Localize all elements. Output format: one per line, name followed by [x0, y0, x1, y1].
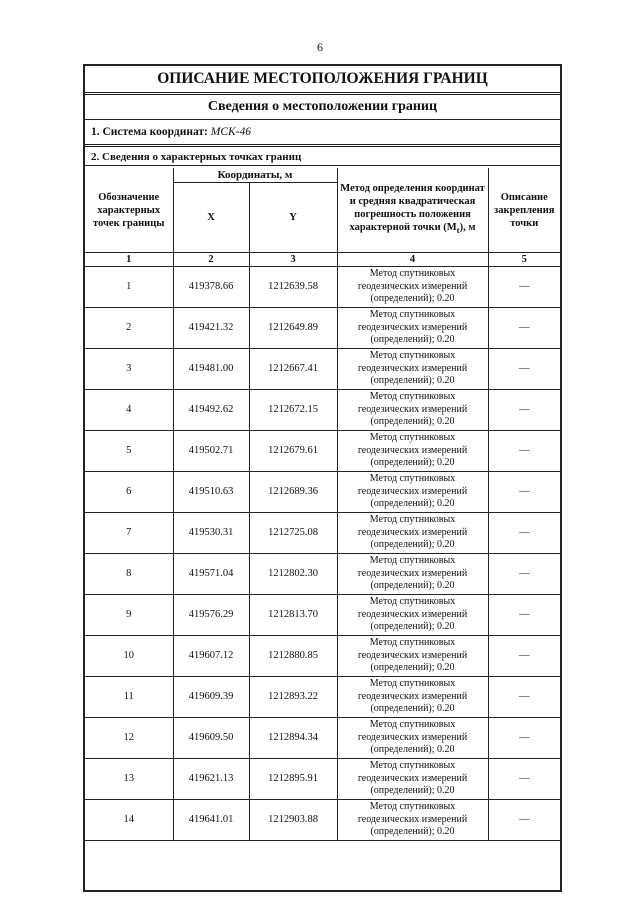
method-accuracy: Метод спутниковых геодезических измерений (определений); 0.20: [337, 636, 488, 677]
page-number: 6: [317, 40, 323, 54]
fixing-description: —: [488, 595, 560, 636]
table-row: [85, 513, 560, 554]
method-accuracy: Метод спутниковых геодезических измерений (определений); 0.20: [337, 759, 488, 800]
coordinate-system-label: 1. Система координат:: [91, 126, 208, 138]
header-point-designation: Обозначение характерных точек границы: [85, 168, 173, 253]
table-row: [85, 759, 560, 800]
section-title: Сведения о местоположении границ: [85, 94, 560, 120]
coordinate-y: 1212679.61: [249, 431, 337, 472]
point-number: 9: [85, 595, 173, 636]
table-row: [85, 636, 560, 677]
coordinate-x: 419492.62: [173, 390, 249, 431]
coordinate-y: 1212667.41: [249, 349, 337, 390]
coordinate-y: 1212813.70: [249, 595, 337, 636]
point-number: 13: [85, 759, 173, 800]
method-accuracy: Метод спутниковых геодезических измерений (определений); 0.20: [337, 390, 488, 431]
coordinate-x: 419481.00: [173, 349, 249, 390]
header-method-tail: ), м: [459, 222, 476, 234]
coordinate-y: 1212895.91: [249, 759, 337, 800]
fixing-description: —: [488, 636, 560, 677]
coordinate-x: 419378.66: [173, 267, 249, 308]
method-accuracy: Метод спутниковых геодезических измерений (определений); 0.20: [337, 513, 488, 554]
point-number: 3: [85, 349, 173, 390]
coordinate-y: 1212880.85: [249, 636, 337, 677]
fixing-description: —: [488, 472, 560, 513]
method-accuracy: Метод спутниковых геодезических измерений (определений); 0.20: [337, 554, 488, 595]
method-accuracy: Метод спутниковых геодезических измерений (определений); 0.20: [337, 431, 488, 472]
column-number-2: 2: [173, 253, 249, 267]
method-accuracy: Метод спутниковых геодезических измерений (определений); 0.20: [337, 718, 488, 759]
column-number-1: 1: [85, 253, 173, 267]
coordinate-x: 419621.13: [173, 759, 249, 800]
fixing-description: —: [488, 308, 560, 349]
points-section-title: 2. Сведения о характерных точках границ: [85, 146, 560, 166]
header-method-main: Метод определения координат и средняя квадратическая погрешность положения характерной точки (M: [340, 183, 485, 234]
column-number-3: 3: [249, 253, 337, 267]
coordinate-x: 419571.04: [173, 554, 249, 595]
table-row: [85, 308, 560, 349]
method-accuracy: Метод спутниковых геодезических измерений (определений); 0.20: [337, 267, 488, 308]
method-accuracy: Метод спутниковых геодезических измерений (определений); 0.20: [337, 349, 488, 390]
header-fixing-description: Описание закрепления точки: [488, 168, 560, 253]
point-number: 6: [85, 472, 173, 513]
document-title: ОПИСАНИЕ МЕСТОПОЛОЖЕНИЯ ГРАНИЦ: [85, 66, 560, 93]
table-row: [85, 718, 560, 759]
coordinate-x: 419421.32: [173, 308, 249, 349]
coordinate-x: 419502.71: [173, 431, 249, 472]
table-row: [85, 431, 560, 472]
fixing-description: —: [488, 800, 560, 841]
fixing-description: —: [488, 349, 560, 390]
point-number: 10: [85, 636, 173, 677]
coordinate-y: 1212639.58: [249, 267, 337, 308]
table-row: [85, 595, 560, 636]
coordinate-x: 419530.31: [173, 513, 249, 554]
coordinate-y: 1212649.89: [249, 308, 337, 349]
header-method: [337, 168, 488, 253]
coordinate-system-value: МСК-46: [210, 126, 251, 138]
table-row: [85, 267, 560, 308]
coordinate-x: 419576.29: [173, 595, 249, 636]
fixing-description: —: [488, 677, 560, 718]
method-accuracy: Метод спутниковых геодезических измерений (определений); 0.20: [337, 595, 488, 636]
fixing-description: —: [488, 759, 560, 800]
coordinate-y: 1212689.36: [249, 472, 337, 513]
point-number: 5: [85, 431, 173, 472]
coordinate-y: 1212802.30: [249, 554, 337, 595]
coordinate-y: 1212894.34: [249, 718, 337, 759]
point-number: 8: [85, 554, 173, 595]
coordinate-x: 419607.12: [173, 636, 249, 677]
header-y: Y: [249, 183, 337, 253]
table-row: [85, 554, 560, 595]
table-row: [85, 800, 560, 841]
table-row: [85, 390, 560, 431]
point-number: 12: [85, 718, 173, 759]
column-number-5: 5: [488, 253, 560, 267]
point-number: 1: [85, 267, 173, 308]
coordinate-y: 1212903.88: [249, 800, 337, 841]
point-number: 14: [85, 800, 173, 841]
fixing-description: —: [488, 267, 560, 308]
point-number: 2: [85, 308, 173, 349]
coordinate-y: 1212725.08: [249, 513, 337, 554]
coordinate-system-line: [85, 120, 560, 145]
method-accuracy: Метод спутниковых геодезических измерений (определений); 0.20: [337, 677, 488, 718]
column-number-4: 4: [337, 253, 488, 267]
coordinate-y: 1212893.22: [249, 677, 337, 718]
point-number: 7: [85, 513, 173, 554]
fixing-description: —: [488, 390, 560, 431]
header-x: X: [173, 183, 249, 253]
method-accuracy: Метод спутниковых геодезических измерений (определений); 0.20: [337, 800, 488, 841]
table-row: [85, 349, 560, 390]
table-row: [85, 677, 560, 718]
table-row: [85, 472, 560, 513]
coordinate-x: 419609.39: [173, 677, 249, 718]
fixing-description: —: [488, 718, 560, 759]
point-number: 4: [85, 390, 173, 431]
header-method-sub: t: [456, 225, 460, 236]
point-number: 11: [85, 677, 173, 718]
coordinate-x: 419641.01: [173, 800, 249, 841]
fixing-description: —: [488, 554, 560, 595]
method-accuracy: Метод спутниковых геодезических измерений (определений); 0.20: [337, 308, 488, 349]
boundary-points-table: [85, 168, 560, 841]
fixing-description: —: [488, 513, 560, 554]
coordinate-x: 419609.50: [173, 718, 249, 759]
method-accuracy: Метод спутниковых геодезических измерений (определений); 0.20: [337, 472, 488, 513]
boundary-description-frame: [83, 64, 562, 892]
fixing-description: —: [488, 431, 560, 472]
coordinate-x: 419510.63: [173, 472, 249, 513]
coordinate-y: 1212672.15: [249, 390, 337, 431]
header-coordinates: Координаты, м: [173, 168, 337, 183]
